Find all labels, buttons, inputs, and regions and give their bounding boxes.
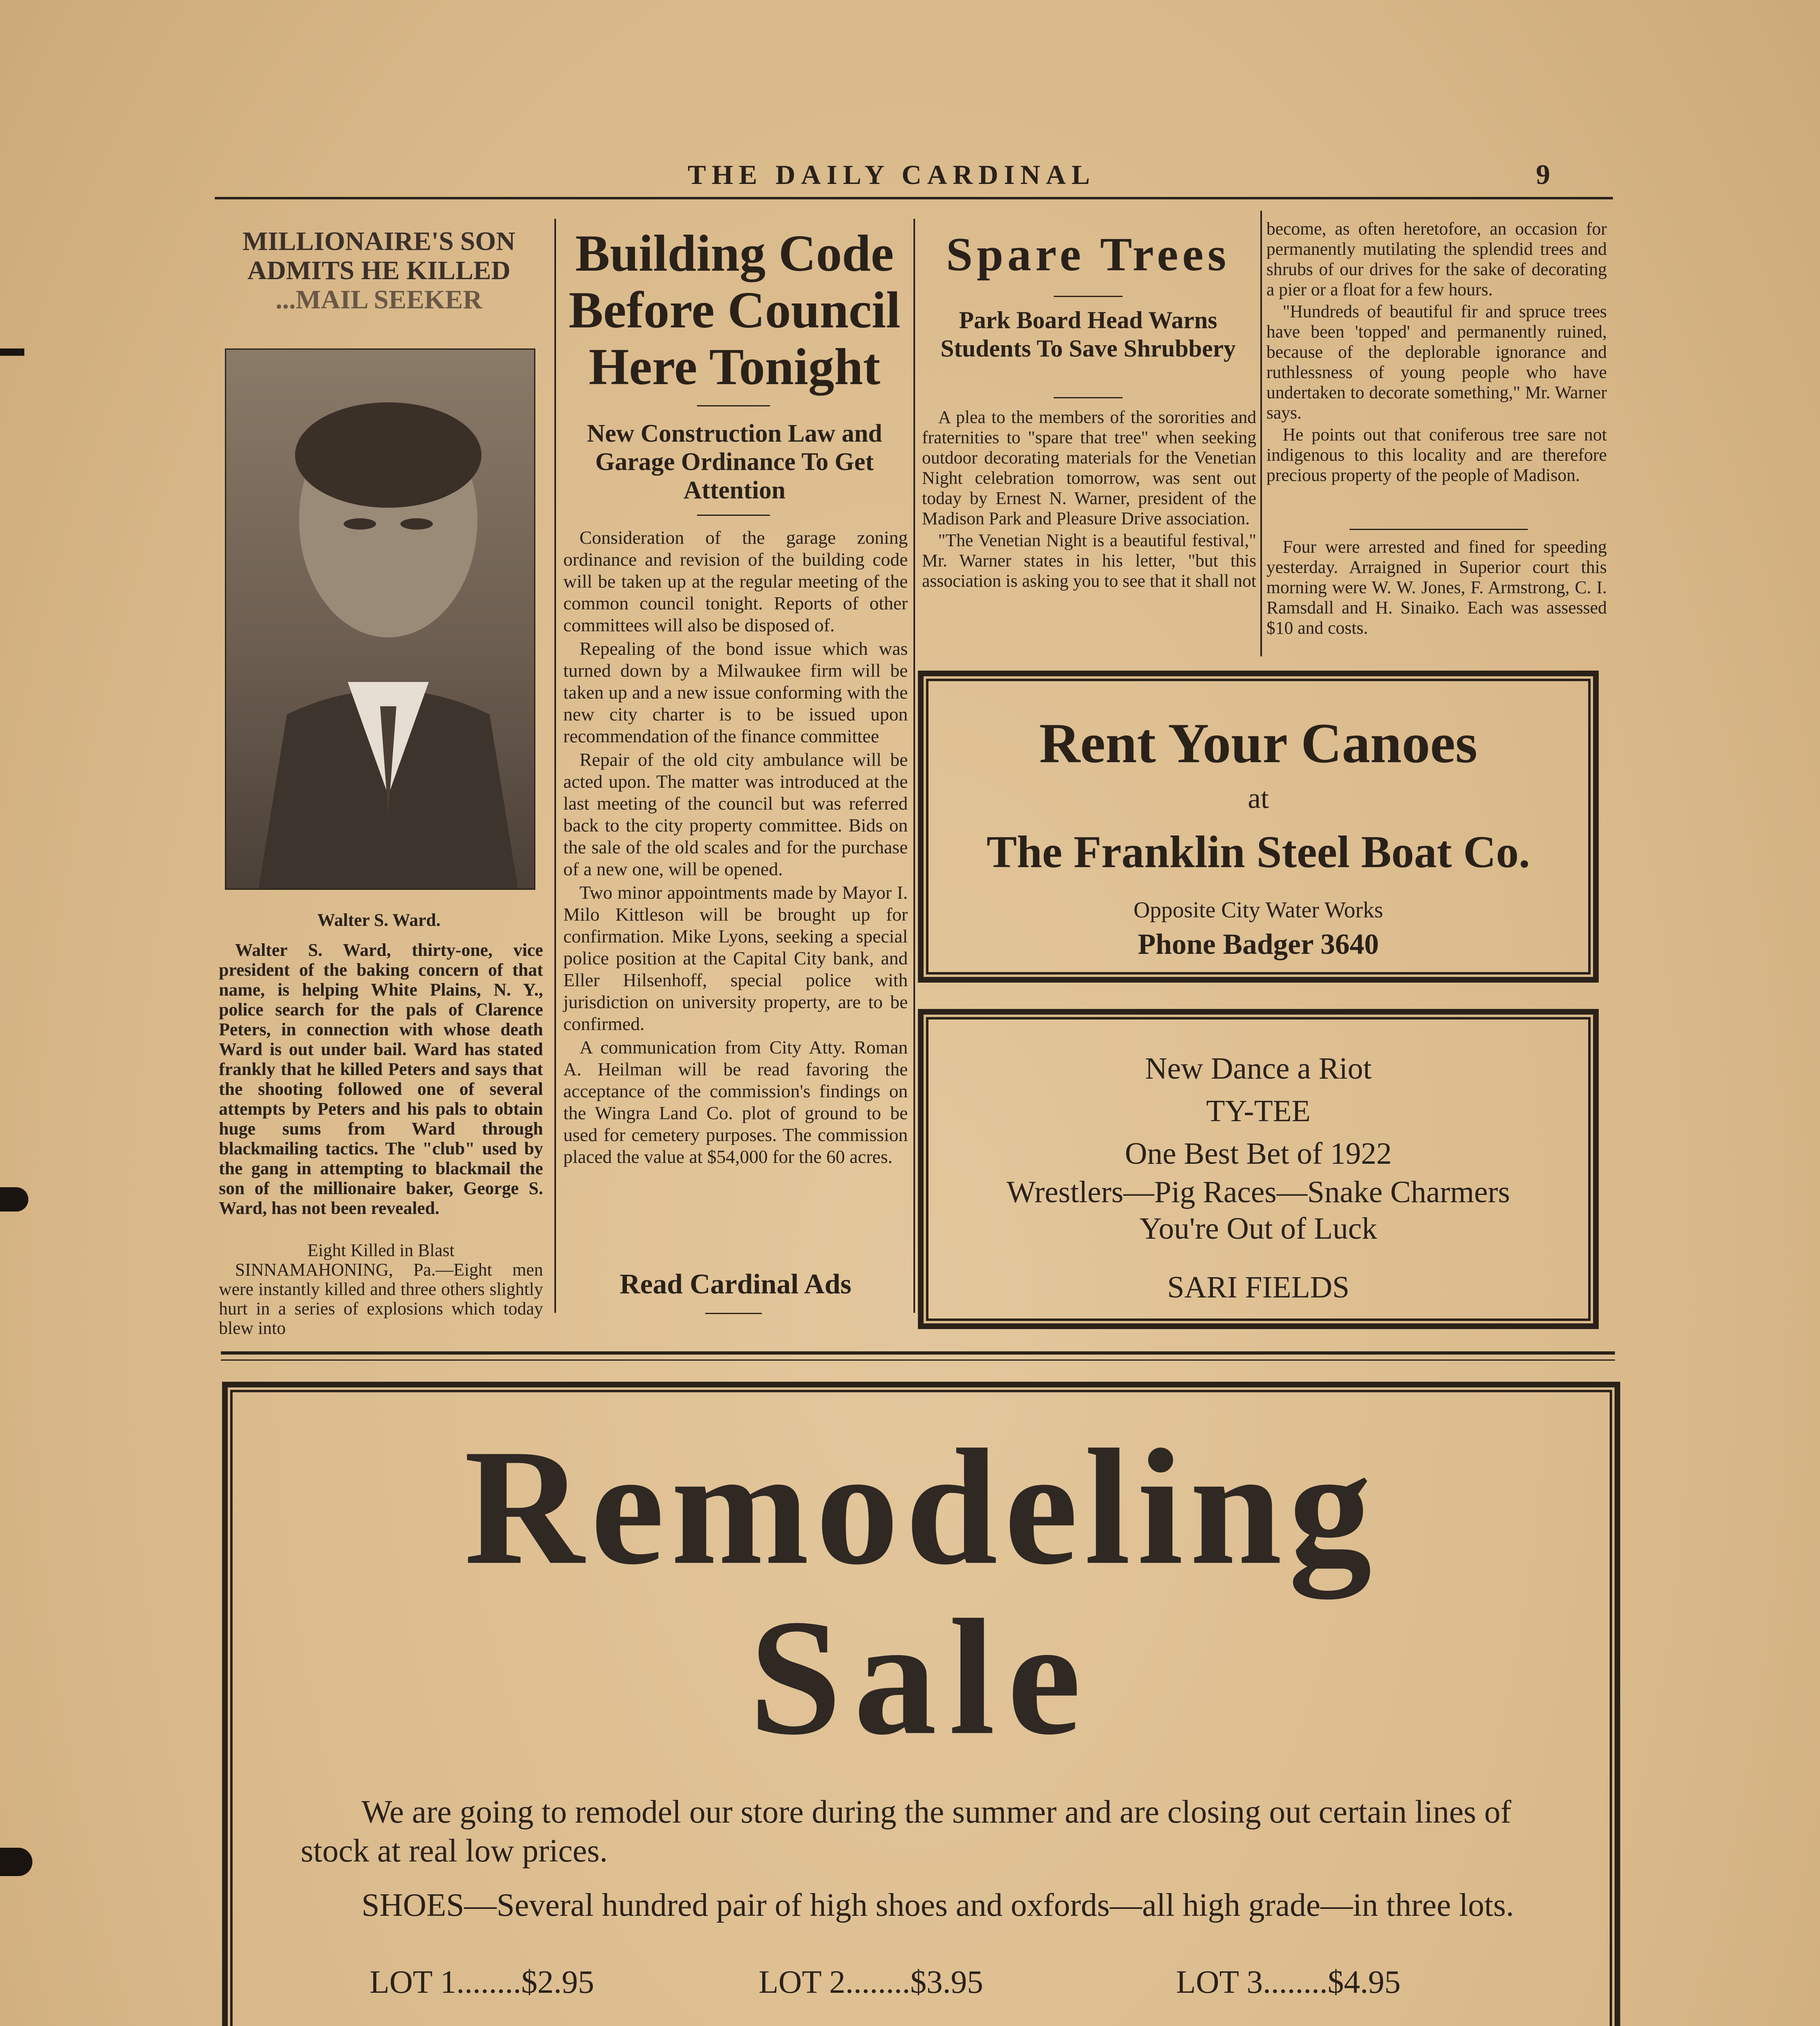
col3-headline: Spare Trees <box>946 228 1230 281</box>
col2-paragraph: Two minor appointments made by Mayor I. Milo Kittleson will be brought up for confirmation. Mike Lyons, seeking a special police position at the Capital City bank, and Eller Hilsenhoff, special police with jurisdiction on university property, are to be confirmed. <box>563 882 908 1034</box>
col3-paragraph: "The Venetian Night is a beautiful festival," Mr. Warner states in his letter, "but this association is asking you to see that it shall not <box>922 530 1256 591</box>
col4-body <box>1266 219 1607 487</box>
binding-mark <box>0 1187 28 1212</box>
sale-intro: We are going to remodel our store during the summer and are closing out certain lines of stock at real low prices. <box>301 1794 1512 1869</box>
col2-short-rule <box>697 515 770 516</box>
col3-short-rule <box>1054 397 1123 398</box>
col4-rule <box>1349 529 1528 530</box>
col2-headline <box>561 225 908 395</box>
col2-paragraph: Repair of the old city ambulance will be acted upon. The matter was introduced at the last meeting of the council but was referred back to the city property committee. Bids on the sale of the old scales and for the purchase of a new one, will be opened. <box>563 749 908 879</box>
blast-body <box>219 1260 543 1340</box>
col3-body <box>922 407 1256 593</box>
col1-headline-line: ADMITS HE KILLED <box>247 256 511 285</box>
canoe-ad-line5: Phone Badger 3640 <box>1138 928 1379 960</box>
col2-headline-line: Building Code <box>575 224 894 282</box>
photo-caption: Walter S. Ward. <box>317 910 441 930</box>
col2-paragraph: A communication from City Atty. Roman A. Heilman will be read favoring the acceptance of the commission's findings on the Wingra Land Co. plot of ground to be used for cemetery purposes. The commission placed the value at $54,000 for the 60 acres. <box>563 1037 908 1167</box>
canoe-ad-line2: at <box>1248 782 1269 814</box>
col4-paragraph: become, as often heretofore, an occasion for permanently mutilating the splendid trees and shrubs of our drives for the sake of decorating a pier or a float for a few hours. <box>1266 219 1607 299</box>
col3-deck: Park Board Head Warns Students To Save Shrubbery <box>940 307 1236 362</box>
sale-lot-3: LOT 3........$4.95 <box>1176 1964 1401 2000</box>
dance-ad-line4: Wrestlers—Pig Races—Snake Charmers <box>1006 1175 1510 1209</box>
col4-paragraph: Four were arrested and fined for speeding yesterday. Arraigned in Superior court this morning were W. W. Jones, F. Armstrong, C. I. Ramsdall and H. Sinaiko. Each was assessed $10 and costs. <box>1266 537 1607 638</box>
blast-headline: Eight Killed in Blast <box>307 1240 455 1260</box>
dance-ad-line2: TY-TEE <box>1206 1094 1311 1128</box>
sale-title-2: Sale <box>749 1585 1093 1769</box>
canoe-ad-line1: Rent Your Canoes <box>1039 712 1478 775</box>
dance-ad-line5: You're Out of Luck <box>1139 1212 1377 1246</box>
binding-mark <box>0 348 24 356</box>
masthead-title: THE DAILY CARDINAL <box>687 159 1096 190</box>
page-number: 9 <box>1536 159 1550 190</box>
remodeling-sale-ad <box>222 1382 1620 2026</box>
section-rule <box>221 1359 1615 1361</box>
sale-lot-1: LOT 1........$2.95 <box>370 1964 595 2000</box>
col1-paragraph: Walter S. Ward, thirty-one, vice president of the baking concern of that name, is helping White Plains, N. Y., police search for the pals of Clarence Peters, in connection with whose death Ward is out under bail. Ward has stated frankly that he killed Peters and says that the shooting followed one of several attempts by Peters and his pals to obtain huge sums from Ward through blackmailing tactics. The "club" used by the gang in attempting to blackmail the son of the millionaire baker, George S. Ward, has not been revealed. <box>219 940 543 1218</box>
dance-ad-line1: New Dance a Riot <box>1145 1051 1372 1086</box>
dance-ad-line6: SARI FIELDS <box>1167 1270 1349 1304</box>
sale-lot-2: LOT 2........$3.95 <box>759 1964 984 2000</box>
col1-headline <box>211 227 547 314</box>
portrait-figure <box>226 350 534 889</box>
header-rule <box>215 197 1613 199</box>
col1-headline-line: ...MAIL SEEKER <box>276 285 482 314</box>
col2-short-rule <box>697 405 770 406</box>
col2-short-rule <box>705 1313 762 1314</box>
column-divider <box>554 219 556 1313</box>
sale-shoes: SHOES—Several hundred pair of high shoes and oxfords—all high grade—in three lots. <box>361 1887 1514 1923</box>
col2-footer: Read Cardinal Ads <box>620 1269 851 1300</box>
col2-body <box>563 527 908 1169</box>
dance-ad-line3: One Best Bet of 1922 <box>1125 1137 1392 1171</box>
col2-deck: New Construction Law and Garage Ordinance To Get Attention <box>587 420 882 504</box>
sale-title-1: Remodeling <box>464 1415 1378 1599</box>
col2-headline-line: Before Council <box>569 281 900 339</box>
col1-body <box>219 940 543 1220</box>
col2-paragraph: Repealing of the bond issue which was turned down by a Milwaukee firm will be taken up and a new issue conforming with the new city charter is to be issued upon recommendation of the finance committee <box>563 638 908 746</box>
column-divider <box>913 219 915 1313</box>
col3-paragraph: A plea to the members of the sororities and fraternities to "spare that tree" when seeking outdoor decorating materials for the Venetian Night celebration tomorrow, was sent out today by Ernest N. Warner, president of the Madison Park and Pleasure Drive association. <box>922 407 1256 528</box>
col4-paragraph: "Hundreds of beautiful fir and spruce trees have been 'topped' and permanently ruined, because of the deplorable ignorance and ruthlessness of young people who have undertaken to decorate something," Mr. Warner says. <box>1266 301 1607 423</box>
section-rule <box>221 1351 1615 1355</box>
canoe-ad-line4: Opposite City Water Works <box>1133 898 1383 923</box>
col1-headline-line: MILLIONAIRE'S SON <box>242 227 515 256</box>
col3-short-rule <box>1054 296 1123 297</box>
col2-headline-line: Here Tonight <box>588 338 881 395</box>
canoe-ad <box>918 671 1599 983</box>
portrait-photo <box>225 348 535 890</box>
blast-paragraph: SINNAMAHONING, Pa.—Eight men were instantly killed and three others slightly hurt in a series of explosions which today blew into <box>219 1260 543 1338</box>
col2-paragraph: Consideration of the garage zoning ordinance and revision of the building code will be taken up at the regular meeting of the common council tonight. Reports of other committees will also be disposed of. <box>563 527 908 635</box>
dance-ad <box>918 1009 1599 1329</box>
column-divider <box>1260 211 1262 656</box>
col4-paragraph: He points out that coniferous tree sare not indigenous to this locality and are therefore precious property of the people of Madison. <box>1266 425 1607 485</box>
canoe-ad-line3: The Franklin Steel Boat Co. <box>986 827 1530 877</box>
col4-arrests <box>1266 537 1607 640</box>
binding-mark <box>0 1848 32 1876</box>
